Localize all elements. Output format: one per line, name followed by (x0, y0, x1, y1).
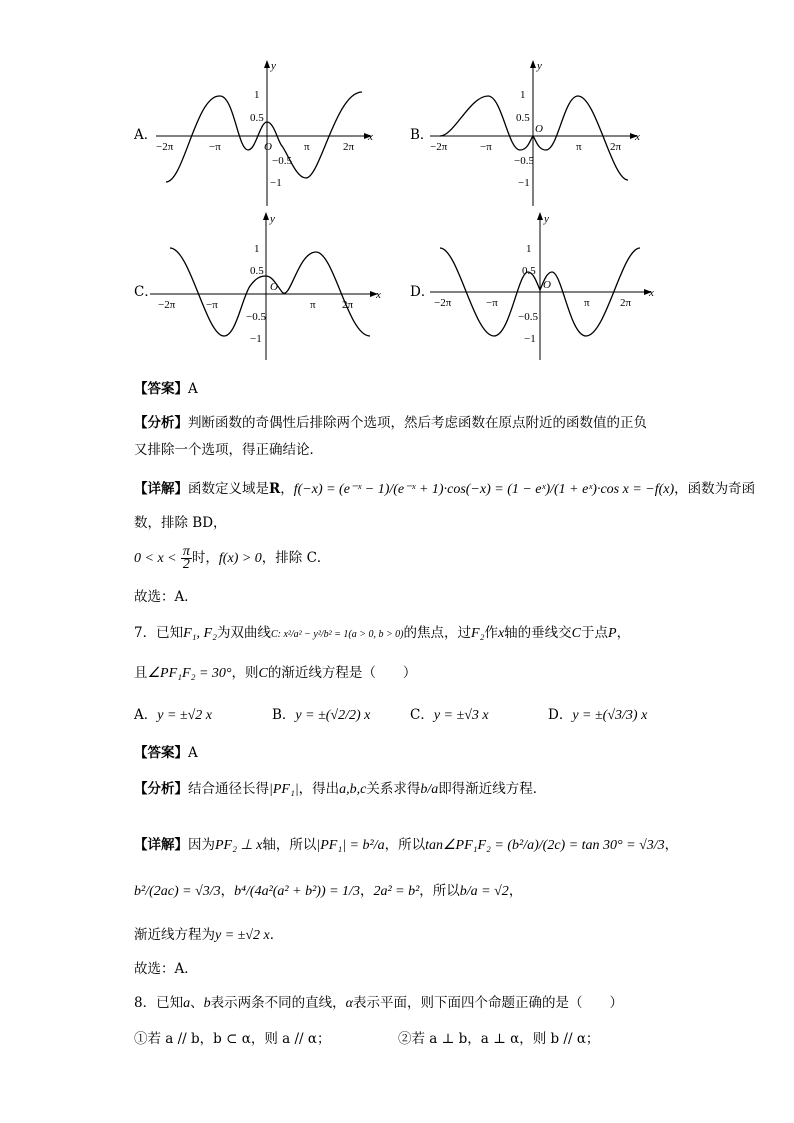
answer-tag: 【答案】 (134, 381, 188, 397)
x-label: x (368, 131, 373, 143)
y-axis-arrow (264, 60, 270, 68)
graph-a (156, 60, 386, 210)
y-label: y (544, 213, 549, 225)
option-b-label: B． (410, 127, 434, 143)
q6-answer (134, 380, 198, 398)
ytick-label: 1 (254, 89, 260, 101)
y-label: y (271, 60, 276, 72)
xtick-label: π (304, 141, 310, 153)
y-label: y (270, 213, 275, 225)
xtick-label: −2π (158, 299, 176, 311)
xtick-label: 2π (620, 297, 632, 309)
xtick-label: −π (480, 141, 492, 153)
q8-stem: 8．已知a、b表示两条不同的直线，α表示平面，则下面四个命题正确的是（ ） (134, 995, 623, 1011)
answer-value: A (188, 381, 198, 397)
origin-label: O (543, 279, 551, 291)
q7-stem-line1: 7．已知F₁, F₂为双曲线C: x²/a² − y²/b² = 1(a > 0, b > 0)的焦点，过F₂作x轴的垂线交C于点P， (134, 625, 631, 641)
q6-detail-line1: 【详解】函数定义域是R，f(−x) = (e⁻ˣ − 1)/(e⁻ˣ + 1)·cos(−x) = (1 − eˣ)/(1 + eˣ)·cos x = −f(x)，函数为奇函 (134, 481, 756, 497)
q8-proposition-2: ②若 a ⊥ b，a ⊥ α，则 b // α； (398, 1031, 600, 1047)
q6-analysis-line1: 【分析】判断函数的奇偶性后排除两个选项，然后考虑函数在原点附近的函数值的正负 (134, 415, 647, 431)
ytick-label: −0.5 (514, 155, 534, 167)
ytick-label: −0.5 (246, 311, 266, 323)
pi-over-2: $\frac{\pi}{2}$ (182, 544, 190, 572)
y-label: y (537, 60, 542, 72)
origin-label: O (264, 141, 272, 153)
answer-tag: 【答案】 (134, 745, 188, 761)
graph-d (430, 212, 670, 362)
x-label: x (635, 131, 640, 143)
xtick-label: 2π (343, 141, 355, 153)
q7-option-c[interactable]: C．y = ±√3 x (410, 707, 489, 723)
q7-stem-line2: 且∠PF₁F₂ = 30°，则C的渐近线方程是（ ） (134, 665, 417, 681)
y-axis-arrow (537, 212, 543, 220)
ytick-label: −0.5 (272, 155, 292, 167)
q6-analysis-line2: 又排除一个选项，得正确结论． (134, 442, 323, 458)
ytick-label: −1 (250, 333, 262, 345)
xtick-label: 2π (342, 299, 354, 311)
option-c-label: C． (134, 284, 158, 300)
q8-proposition-1: ①若 a // b，b ⊂ α，则 a // α； (134, 1031, 331, 1047)
xtick-label: −2π (434, 297, 452, 309)
ytick-label: 1 (526, 243, 532, 255)
q6-detail-line3: 0 < x < $\frac{\pi}{2}$ 时，f(x) > 0，排除 C． (134, 544, 331, 572)
xtick-label: −2π (156, 141, 174, 153)
hyperbola-equation: C: x²/a² − y²/b² = 1(a > 0, b > 0) (270, 629, 404, 640)
ytick-label: 0.5 (250, 265, 264, 277)
option-a-label: A． (134, 127, 158, 143)
xtick-label: −π (206, 299, 218, 311)
q7-analysis: 【分析】结合通径长得|PF₁|，得出a,b,c关系求得b/a即得渐近线方程． (134, 781, 547, 797)
origin-label: O (535, 123, 543, 135)
ytick-label: −1 (524, 333, 536, 345)
q7-answer (134, 744, 198, 762)
ytick-label: 0.5 (250, 112, 264, 124)
xtick-label: −π (486, 297, 498, 309)
xtick-label: π (584, 297, 590, 309)
y-axis-arrow (263, 212, 269, 220)
ytick-label: 0.5 (522, 265, 536, 277)
xtick-label: −π (209, 141, 221, 153)
q7-option-d[interactable]: D．y = ±(√3/3) x (548, 707, 648, 723)
y-axis-arrow (530, 60, 536, 68)
curve (166, 92, 362, 182)
x-label: x (376, 289, 381, 301)
q7-option-b[interactable]: B．y = ±(√2/2) x (272, 707, 371, 723)
oddness-derivation: f(−x) = (e⁻ˣ − 1)/(e⁻ˣ + 1)·cos(−x) = (1 − eˣ)/(1 + eˣ)·cos x = −f(x) (293, 482, 675, 497)
ytick-label: 1 (254, 243, 260, 255)
ytick-label: 0.5 (516, 112, 530, 124)
xtick-label: 2π (610, 141, 622, 153)
q7-detail-line2: b²/(2ac) = √3/3，b⁴/(4a²(a² + b²)) = 1/3，2a² = b²，所以b/a = √2， (134, 883, 523, 899)
graph-b (430, 60, 660, 210)
q7-detail-line1: 【详解】因为PF₂ ⊥ x轴，所以|PF₁| = b²/a，所以tan∠PF₁F₂ = (b²/a)/(2c) = tan 30° = √3/3， (134, 837, 679, 853)
q7-choose: 故选：A． (134, 961, 198, 977)
ytick-label: −1 (270, 177, 282, 189)
curve (440, 96, 628, 180)
graph-c (150, 212, 390, 362)
x-label: x (649, 287, 654, 299)
xtick-label: π (310, 299, 316, 311)
origin-label: O (270, 281, 278, 293)
answer-value: A (188, 745, 198, 761)
xtick-label: −2π (430, 141, 448, 153)
detail-tag: 【详解】 (134, 837, 188, 853)
analysis-tag: 【分析】 (134, 415, 188, 431)
ytick-label: −1 (518, 177, 530, 189)
ytick-label: 1 (520, 89, 526, 101)
xtick-label: π (576, 141, 582, 153)
q6-detail-line2: 数，排除 BD， (134, 515, 227, 531)
q7-detail-line3: 渐近线方程为y = ±√2 x． (134, 927, 284, 943)
detail-tag: 【详解】 (134, 481, 188, 497)
analysis-tag: 【分析】 (134, 781, 188, 797)
ytick-label: −0.5 (518, 311, 538, 323)
q6-choose: 故选：A． (134, 589, 198, 605)
option-d-label: D． (410, 284, 435, 300)
q7-option-a[interactable]: A．y = ±√2 x (134, 707, 212, 723)
